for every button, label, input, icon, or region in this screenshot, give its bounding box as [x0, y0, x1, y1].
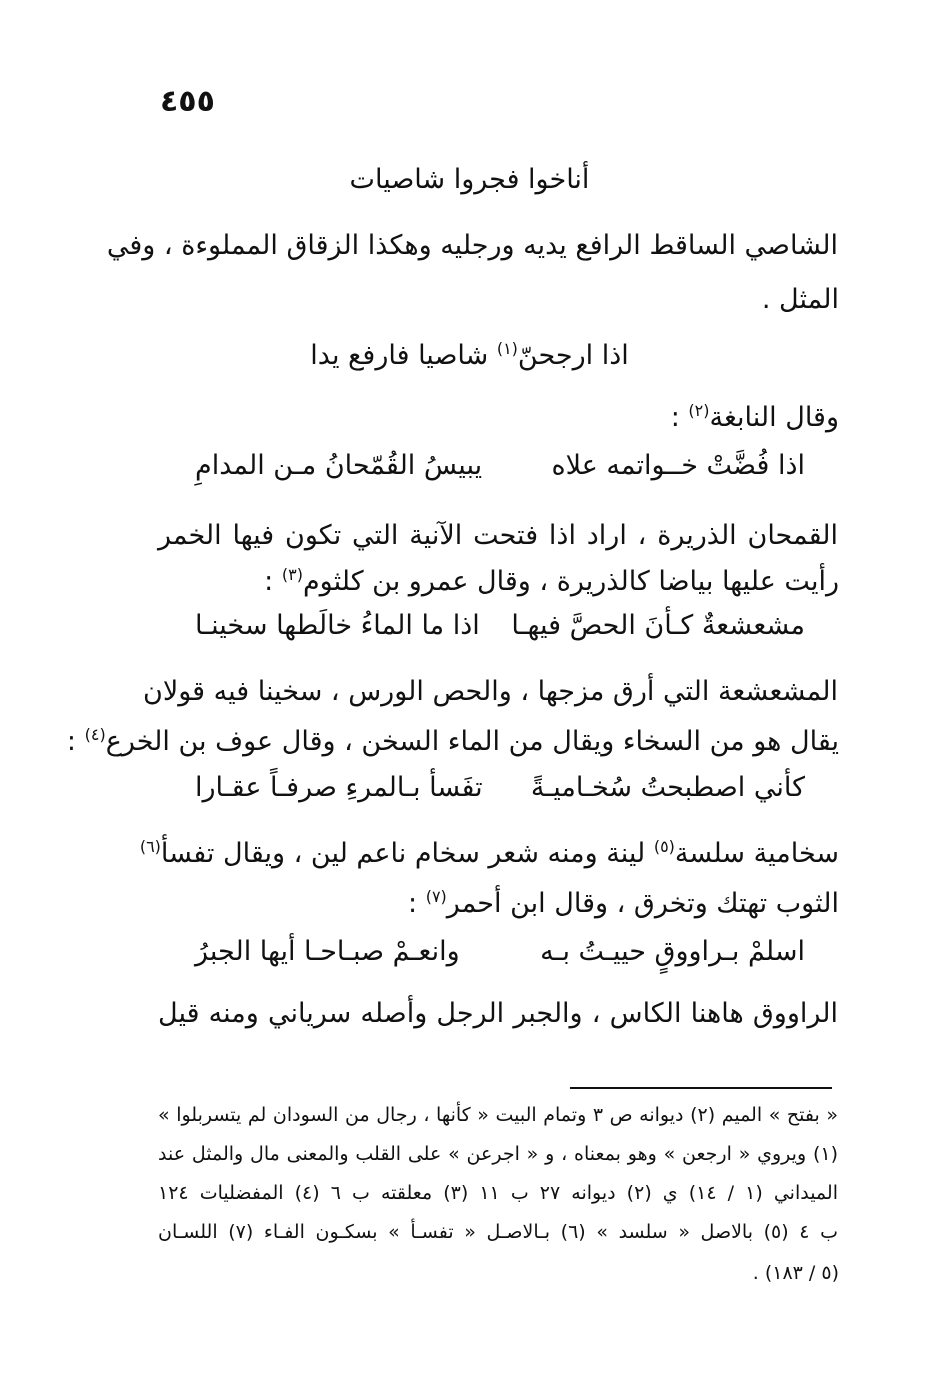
section-heading: أناخوا فجروا شاصيات [349, 164, 590, 195]
verse-second-hemistich: تفَسأ بـالمرءِ صرفـاً عقـارا [195, 772, 483, 803]
footnote-ref: (١) [496, 339, 518, 358]
verse [195, 768, 805, 808]
paragraph-line: المشعشعة التي أرق مزجها ، والحص الورس ، سخينا فيه قولان [142, 676, 838, 707]
verse-first-hemistich: كأني اصطبحتُ سُخـاميـةً [530, 772, 805, 803]
quote-intro-text: وقال النابغة [709, 402, 839, 433]
footnote-ref: (٧) [425, 887, 447, 906]
footnote-divider [570, 1087, 832, 1089]
footnote-line: « بفتح » الميم (٢) ديوانه ص ٣ وتمام البيت « كأنها ، رجال من السودان لم يتسربلوا » [158, 1104, 838, 1126]
proverb-text-start: اذا ارجحنّ [517, 340, 629, 371]
paragraph-line: الشاصي الساقط الرافع يديه ورجليه وهكذا الزقاق المملوءة ، وفي [106, 230, 838, 261]
footnote-line: (١) ويروي « ارجعن » وهو بمعناه ، و « اجرعن » على القلب والمعنى مال والمثل عند [158, 1143, 838, 1165]
verse-first-hemistich: مشعشعةٌ كـأنَ الحصَّ فيهـا [511, 610, 805, 641]
footnote-line: ب ٤ (٥) بالاصل « سلسد » (٦) بـالاصـل « تفسـأ » بسكـون الفـاء (٧) اللسـان [158, 1221, 839, 1243]
verse-second-hemistich: يبيسُ القُمّحانُ مـن المدامِ [195, 450, 483, 481]
footnote-ref: (٥) [653, 837, 675, 856]
verse-first-hemistich: اذا فُضَّتْ خــواتمه علاه [551, 450, 805, 481]
paragraph-line [408, 884, 839, 924]
footnote-ref: (٤) [84, 725, 106, 744]
paragraph-text: الثوب تهتك وتخرق ، وقال ابن أحمر [446, 888, 839, 919]
paragraph-line: الراووق هاهنا الكاس ، والجبر الرجل وأصله سرياني ومنه قيل [158, 998, 838, 1029]
paragraph-colon: : [408, 888, 426, 919]
paragraph-line: رأيت عليها بياضا كالذريرة ، وقال عمرو بن كلثوم$^{(٣)}$ : [264, 565, 839, 597]
verse [195, 606, 805, 646]
quote-intro [671, 398, 839, 438]
footnote-line: (٥ / ١٨٣) . [752, 1262, 839, 1284]
paragraph-line: المثل . [761, 284, 839, 315]
verse-first-hemistich: اسلمْ بـراووقٍ حييـتُ بـه [540, 936, 805, 967]
footnote-ref: (٦) [139, 837, 161, 856]
quote-intro-colon: : [670, 402, 689, 433]
verse-second-hemistich: وانعـمْ صبـاحـا أيها الجبرُ [195, 936, 460, 967]
proverb-text-end: شاصيا فارفع يدا [310, 340, 497, 371]
proverb-line [0, 336, 939, 376]
footnote-ref: (٣) [281, 565, 303, 584]
paragraph-text: سخامية سلسة [674, 838, 839, 869]
paragraph-line [140, 834, 839, 874]
verse [195, 932, 805, 972]
paragraph-text: لينة ومنه شعر سخام ناعم لين ، ويقال تفسأ [160, 838, 654, 869]
footnote-line: الميداني (١ / ١٤) ي (٢) ديوانه ٢٧ ب ١١ (٣) معلقته ب ٦ (٤) المفضليات ١٢٤ [158, 1182, 838, 1204]
paragraph-line: القمحان الذريرة ، اراد اذا فتحت الآنية التي تكون فيها الخمر [158, 520, 838, 551]
paragraph-text: رأيت عليها بياضا كالذريرة ، وقال عمرو بن كلثوم [302, 566, 839, 597]
paragraph-line: يقال هو من السخاء ويقال من الماء السخن ، وقال عوف بن الخرع$^{(٤)}$ : [66, 725, 839, 757]
paragraph-text: يقال هو من السخاء ويقال من الماء السخن ، وقال عوف بن الخرع [105, 726, 839, 757]
verse-second-hemistich: اذا ما الماءُ خالَطها سخينـا [195, 610, 480, 641]
footnote-ref: (٢) [688, 401, 710, 420]
verse [195, 446, 805, 486]
page-number: ٤٥٥ [160, 84, 215, 119]
